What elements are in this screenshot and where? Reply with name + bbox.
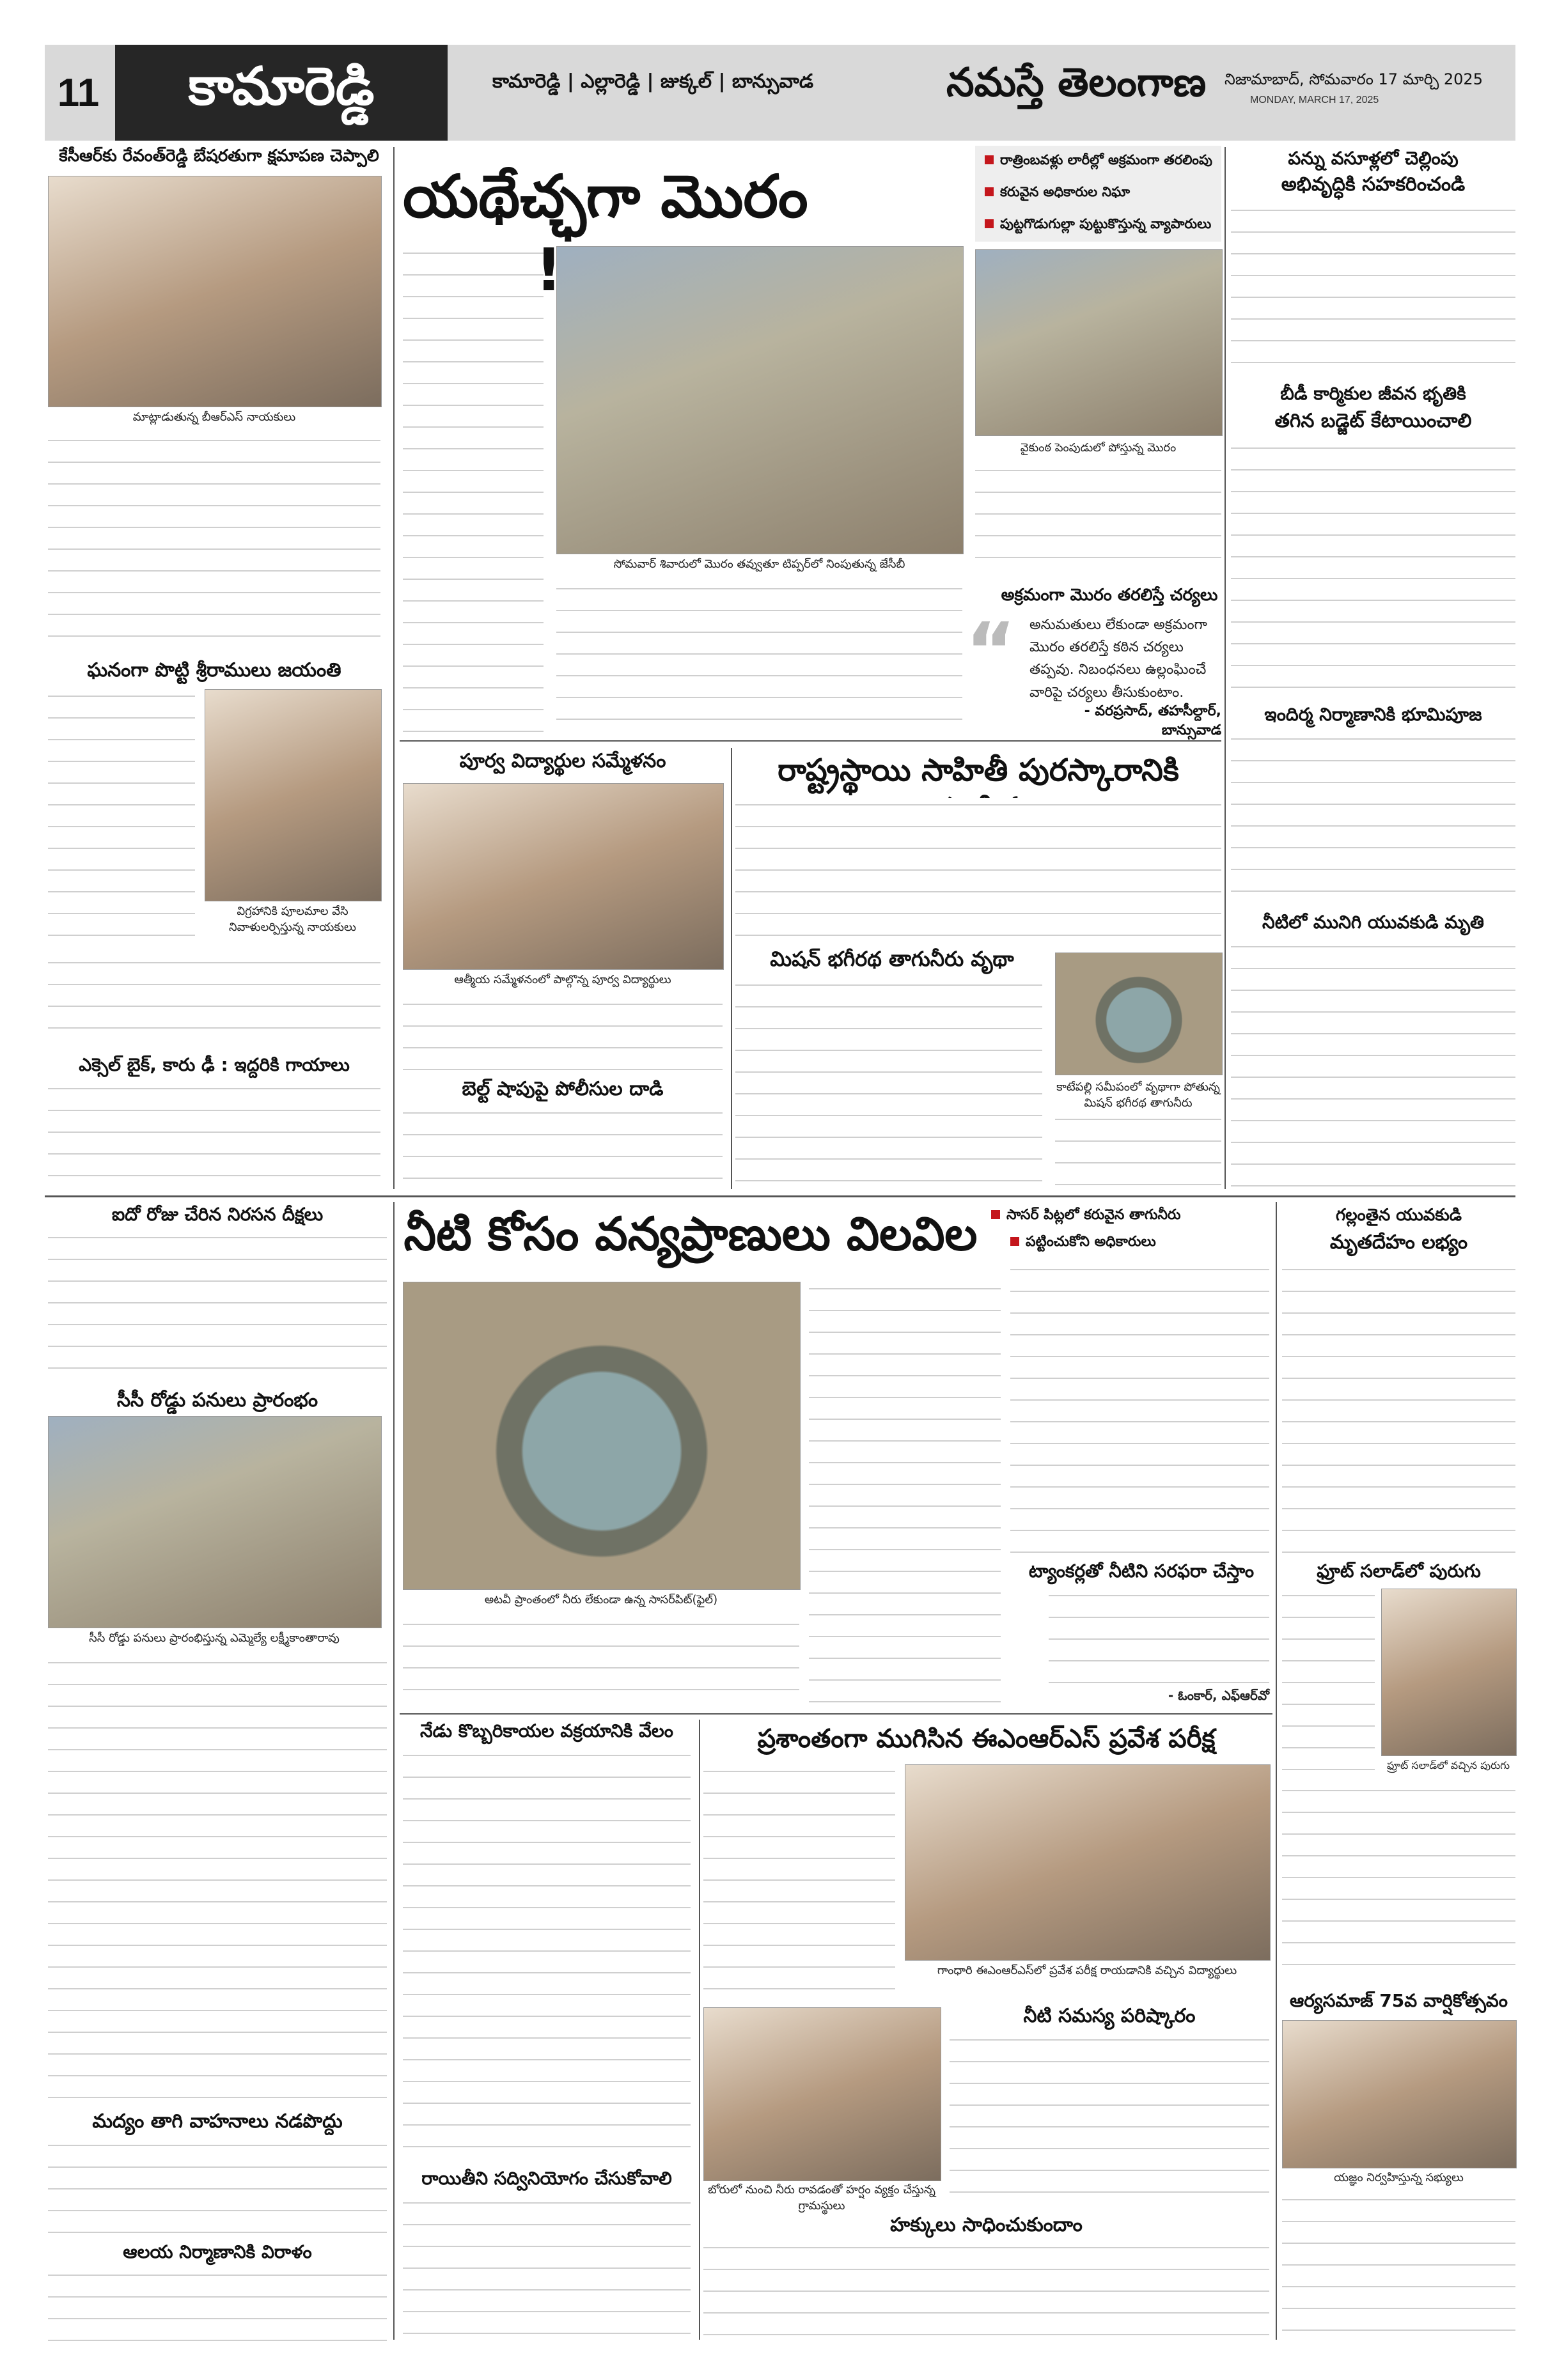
lead-bullet-2: కరువైన అధికారుల నిఘా	[985, 184, 1221, 203]
beedi-headline-2: తగిన బడ్జెట్ కేటాయించాలి	[1274, 410, 1472, 432]
lead-photo-jcb-caption: సోమవార్ శివారులో మొరం తవ్వుతూ టిప్పర్‌లో నింపుతున్న జేసీబీ	[613, 557, 905, 571]
auction-story-text	[403, 1748, 691, 2161]
water-caption: బోరులో నుంచి నీరు రావడంతో హర్షం వ్యక్తం చేస్తున్న గ్రామస్థులు	[708, 2183, 935, 2213]
sriramulu-photo	[205, 689, 382, 901]
lead-photo-tipper-caption: వైకుంఠ పెంపుడులో పోస్తున్న మొరం	[1020, 441, 1177, 455]
rights-story-text	[703, 2241, 1269, 2340]
quote-mark: “	[966, 607, 1016, 696]
column-rule	[393, 147, 395, 1189]
subsidy-headline: రాయితీని సద్వినియోగం చేసుకోవాలి	[421, 2168, 672, 2189]
water-photo	[703, 2007, 941, 2181]
tax-headline-1: పన్ను వసూళ్లలో చెల్లింపు	[1288, 148, 1459, 169]
mission-caption: కాటేపల్లి సమీపంలో వృథాగా పోతున్న మిషన్ భగీరథ తాగునీరు	[1056, 1080, 1220, 1110]
liquor-headline: మద్యం తాగి వాహనాలు నడపొద్దు	[92, 2110, 343, 2133]
lead-photo-jcb	[556, 246, 964, 554]
lead-subhead: అక్రమంగా మొరం తరలిస్తే చర్యలు	[1001, 586, 1218, 605]
column-rule	[731, 748, 732, 1189]
edition-title: కామారెడ్డి	[115, 45, 448, 141]
mission-story-text-2	[1055, 1112, 1221, 1189]
accident-headline: ఎక్సెల్ బైక్, కారు ఢీ : ఇద్దరికి గాయాలు	[79, 1054, 350, 1075]
beedi-story-text	[1231, 441, 1515, 697]
column-rule	[1276, 1202, 1277, 2340]
cc-road-photo	[48, 1416, 382, 1628]
tanker-quote-text	[1049, 1589, 1269, 1684]
saucer-bullet-1: సాసర్ పిట్లలో కరువైన తాగునీరు	[991, 1207, 1272, 1226]
reunion-headline: పూర్వ విద్యార్థుల సమ్మేళనం	[459, 750, 666, 772]
water-story-text	[950, 2033, 1269, 2209]
sriramulu-story-text-2	[48, 956, 380, 1045]
tanker-headline: ట్యాంకర్లతో నీటిని సరఫరా చేస్తాం	[1028, 1560, 1255, 1582]
protest-story-text	[48, 1231, 387, 1384]
arya-samaj-photo	[1282, 2020, 1517, 2168]
belt-story-text	[403, 1106, 723, 1189]
award-headline: రాష్ట్రస్థాయి సాహితీ పురస్కారానికి	[778, 752, 1179, 788]
lead-photo-tipper	[975, 249, 1223, 436]
lead-story-col-2	[556, 582, 962, 732]
indiramma-story-text	[1231, 732, 1515, 905]
wildlife-story-text-3	[1010, 1263, 1269, 1557]
emrs-story-text	[703, 1764, 895, 2001]
missing-headline-1: గల్లంతైన యువకుడి	[1335, 1206, 1462, 1225]
kcr-photo	[48, 176, 382, 407]
column-rule	[393, 1202, 395, 2340]
wildlife-story-text-2	[809, 1282, 1001, 1707]
wildlife-caption: అటవీ ప్రాంతంలో నీరు లేకుండా ఉన్న సాసర్‌పిట్(ఫైల్)	[484, 1593, 718, 1606]
liquor-story-text	[48, 2138, 387, 2234]
fruit-headline: ఫ్రూట్ సలాడ్‌లో పురుగు	[1317, 1560, 1481, 1582]
missing-story-text	[1282, 1263, 1515, 1553]
lead-story-col-1	[403, 246, 544, 732]
newspaper-brand: నమస్తే తెలంగాణ	[946, 59, 1207, 105]
dateline-telugu: నిజామాబాద్, సోమవారం 17 మార్చి 2025	[1224, 70, 1483, 88]
mission-story-text	[735, 978, 1042, 1189]
wildlife-headline: నీటి కోసం వన్యప్రాణులు విలవిల	[403, 1207, 978, 1261]
drowning-headline: నీటిలో మునిగి యువకుడి మృతి	[1262, 912, 1484, 933]
subsidy-story-text	[403, 2196, 691, 2340]
water-headline: నీటి సమస్య పరిష్కారం	[1023, 2005, 1196, 2027]
emrs-photo	[905, 1764, 1271, 1961]
emrs-caption: గాంధారి ఈఎంఆర్ఎస్‌లో ప్రవేశ పరీక్ష రాయడానికి వచ్చిన విద్యార్థులు	[937, 1964, 1237, 1977]
sriramulu-story-text	[48, 689, 195, 951]
award-story-text	[735, 798, 1221, 938]
saucer-bullet-2: పట్టించుకోని అధికారులు	[1010, 1234, 1272, 1253]
temple-story-text	[48, 2268, 387, 2342]
lead-bullet-3: పుట్టగొడుగుల్లా పుట్టుకొస్తున్న వ్యాపారులు	[985, 216, 1221, 235]
kcr-caption: మాట్లాడుతున్న బీఆర్ఎస్ నాయకులు	[132, 410, 296, 424]
section-rule	[400, 1713, 1272, 1715]
wildlife-photo	[403, 1282, 801, 1590]
cc-road-headline: సీసీ రోడ్డు పనులు ప్రారంభం	[116, 1389, 318, 1412]
lead-headline: యథేచ్ఛగా మొరం	[403, 162, 808, 231]
auction-headline: నేడు కొబ్బరికాయల వక్రయానికి వేలం	[420, 1720, 673, 1741]
section-rule	[45, 1195, 1515, 1197]
lead-quote: అనుమతులు లేకుండా అక్రమంగా మొరం తరలిస్తే కఠిన చర్యలు తప్పవు. నిబంధనలు ఉల్లంఘించే వారిపై చర్యలు తీసుకుంటాం.	[1029, 617, 1207, 701]
reunion-photo	[403, 783, 724, 970]
column-rule	[1224, 147, 1226, 1189]
arya-samaj-story-text	[1282, 2193, 1515, 2340]
lead-story-col-3	[975, 463, 1221, 579]
sriramulu-headline: ఘనంగా పొట్టి శ్రీరాములు జయంతి	[87, 659, 341, 681]
belt-headline: బెల్ట్ షాపుపై పోలీసుల దాడి	[462, 1078, 664, 1100]
lead-quote-author: - వరప్రసాద్, తహసీల్దార్, బాన్సువాడ	[1084, 703, 1221, 738]
page-number: 11	[57, 70, 100, 115]
edition-towns: కామారెడ్డి | ఎల్లారెడ్డి | జుక్కల్ | బాన్సువాడ	[492, 70, 814, 93]
cc-road-story-text	[48, 1656, 387, 2103]
dateline-english: MONDAY, MARCH 17, 2025	[1250, 95, 1379, 105]
mission-headline: మిషన్ భగీరథ తాగునీరు వృథా	[770, 947, 1014, 971]
kcr-story-text	[48, 433, 380, 651]
drowning-story-text	[1231, 940, 1515, 1189]
protest-headline: ఐదో రోజు చేరిన నిరసన దీక్షలు	[111, 1204, 324, 1225]
column-rule	[699, 1720, 700, 2340]
kcr-headline: కేసీఆర్‌కు రేవంత్‌రెడ్డి బేషరతుగా క్షమాపణ చెప్పాలి	[59, 146, 379, 166]
sriramulu-caption: విగ్రహానికి పూలమాల వేసి నివాళులర్పిస్తున్న నాయకులు	[228, 905, 357, 934]
indiramma-headline: ఇందిర్మ నిర్మాణానికి భూమిపూజ	[1264, 704, 1482, 725]
reunion-caption: ఆత్మీయ సమ్మేళనంలో పాల్గొన్న పూర్వ విద్యార్థులు	[454, 973, 671, 986]
temple-headline: ఆలయ నిర్మాణానికి విరాళం	[123, 2241, 312, 2262]
arya-samaj-caption: యజ్ఞం నిర్వహిస్తున్న సభ్యులు	[1334, 2171, 1464, 2184]
fruit-story-text-2	[1282, 1784, 1515, 1985]
fruit-story-text	[1282, 1589, 1375, 1780]
fruit-photo	[1381, 1589, 1517, 1756]
lead-bottom-rule	[400, 740, 1221, 742]
emrs-headline: ప్రశాంతంగా ముగిసిన ఈఎంఆర్ఎస్ ప్రవేశ పరీక్ష	[757, 1724, 1216, 1754]
tax-story-text	[1231, 203, 1515, 376]
fruit-caption: ఫ్రూట్ సలాడ్‌లో వచ్చిన పురుగు	[1387, 1759, 1510, 1771]
arya-samaj-headline: ఆర్యసమాజ్ 75వ వార్షికోత్సవం	[1290, 1990, 1508, 2011]
wildlife-story-text	[403, 1617, 799, 1707]
lead-bullet-1: రాత్రింబవళ్లు లారీల్లో అక్రమంగా తరలింపు	[985, 152, 1221, 171]
mission-photo	[1055, 953, 1223, 1075]
rights-headline: హక్కులు సాధించుకుందాం	[890, 2214, 1083, 2236]
tax-headline-2: అభివృద్ధికి సహకరించండి	[1281, 173, 1466, 196]
reunion-story-text	[403, 997, 723, 1071]
beedi-headline-1: బీడీ కార్మికుల జీవన భృతికి	[1280, 383, 1466, 404]
accident-story-text	[48, 1082, 380, 1187]
missing-headline-2: మృతదేహం లభ్యం	[1329, 1231, 1468, 1254]
tanker-author: - ఓంకార్, ఎఫ్‌ఆర్‌వో	[1168, 1688, 1269, 1703]
cc-road-caption: సీసీ రోడ్డు పనులు ప్రారంభిస్తున్న ఎమ్మెల్యే లక్ష్మీకాంతారావు	[89, 1631, 340, 1645]
